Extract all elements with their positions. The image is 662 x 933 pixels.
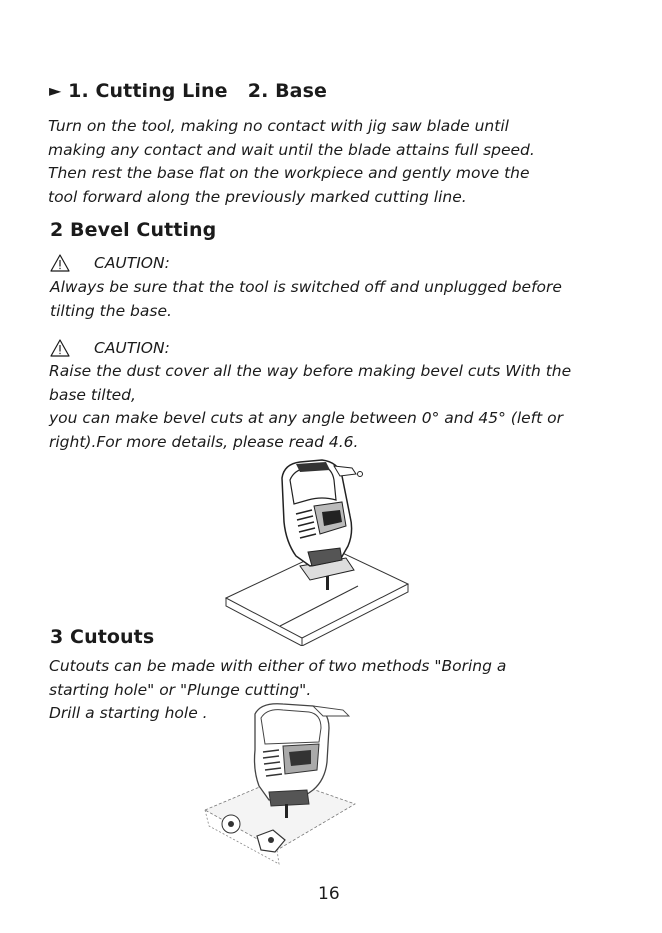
warning-triangle-icon [50, 254, 70, 272]
caution-label: CAUTION: [94, 254, 170, 272]
jigsaw-starting-hole-illustration [203, 700, 358, 865]
body-line: Raise the dust cover all the way before making bevel cuts With the [49, 362, 572, 380]
body-line: making any contact and wait until the blade attains full speed. [48, 140, 535, 159]
body-line: you can make bevel cuts at any angle between 0° and 45° (left or [49, 409, 563, 427]
body-line: tool forward along the previously marked cutting line. [48, 187, 467, 206]
body-line: tilting the base. [50, 301, 172, 320]
page-number: 16 [318, 884, 340, 904]
jigsaw-bevel-cut-illustration [222, 456, 414, 646]
body-line: starting hole" or "Plunge cutting". [49, 680, 312, 699]
body-line: Then rest the base flat on the workpiece and gently move the [48, 164, 530, 182]
section-heading-cutting-line [49, 80, 327, 102]
section-heading-bevel-cutting: 2 Bevel Cutting [50, 219, 217, 241]
caution-label: CAUTION: [94, 339, 170, 357]
body-line: base tilted, [49, 385, 136, 404]
body-line: right).For more details, please read 4.6. [49, 432, 359, 451]
body-line: Cutouts can be made with either of two methods "Boring a [49, 657, 507, 675]
body-line: Turn on the tool, making no contact with jig saw blade until [48, 117, 509, 135]
body-line: Drill a starting hole . [49, 704, 208, 722]
caution1-body [50, 276, 562, 323]
caution2-body [49, 360, 571, 454]
body-line: Always be sure that the tool is switched off and unplugged before [50, 278, 562, 296]
section1-body [48, 115, 535, 209]
warning-triangle-icon [50, 339, 70, 357]
arrow-marker-icon: ► [49, 81, 62, 100]
section-heading-cutouts: 3 Cutouts [50, 626, 155, 648]
section-title: 1. Cutting Line 2. Base [68, 80, 327, 102]
